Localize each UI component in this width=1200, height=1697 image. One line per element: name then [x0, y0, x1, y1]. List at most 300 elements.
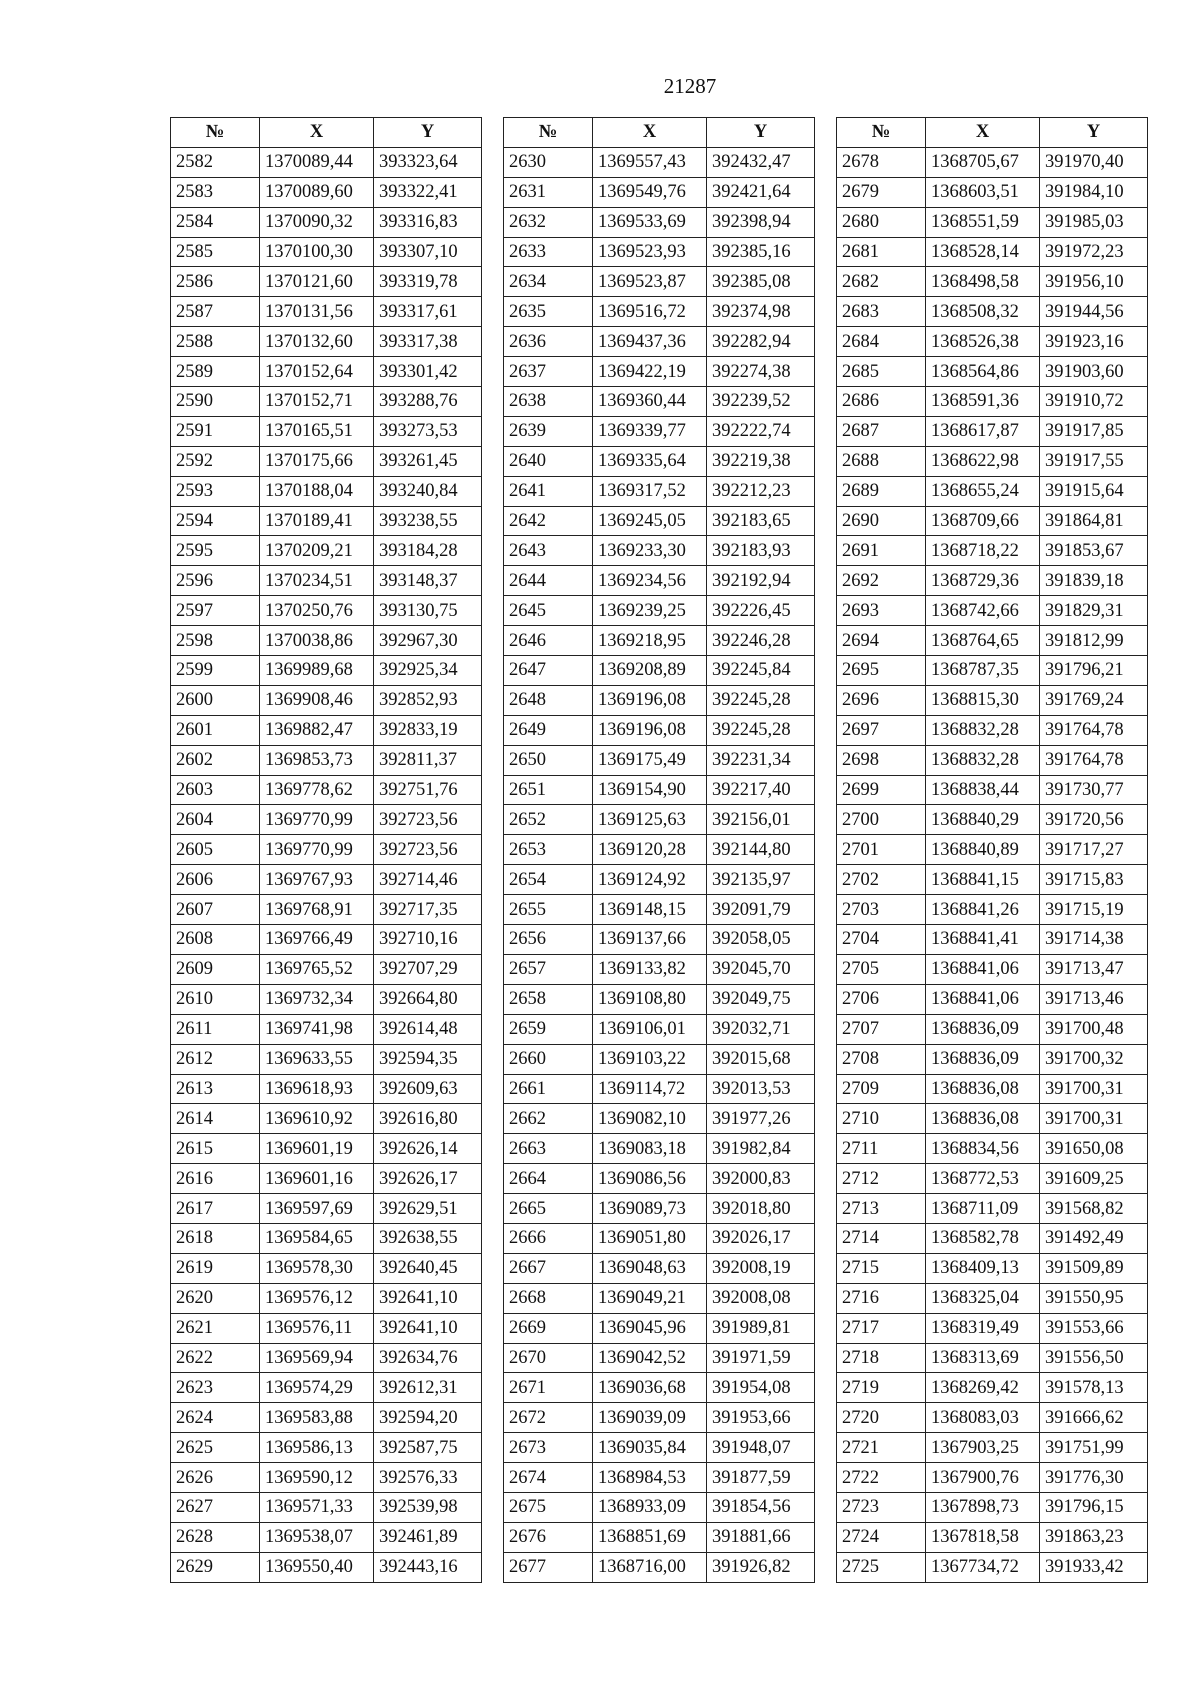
y-coordinate-cell: 392156,01 [707, 805, 815, 835]
table-row [171, 805, 482, 835]
point-number-cell: 2674 [504, 1463, 593, 1493]
x-coordinate-cell: 1368705,67 [926, 147, 1040, 177]
point-number-cell: 2626 [171, 1463, 260, 1493]
y-coordinate-cell: 392641,10 [374, 1313, 482, 1343]
y-coordinate-cell: 392811,37 [374, 745, 482, 775]
table-row [171, 745, 482, 775]
point-number-cell: 2696 [837, 685, 926, 715]
y-coordinate-cell: 391985,03 [1040, 207, 1148, 237]
table-row [504, 745, 815, 775]
x-coordinate-cell: 1369586,13 [260, 1433, 374, 1463]
x-coordinate-cell: 1368711,09 [926, 1194, 1040, 1224]
x-coordinate-cell: 1369036,68 [593, 1373, 707, 1403]
y-coordinate-cell: 391764,78 [1040, 745, 1148, 775]
table-row [171, 506, 482, 536]
table-row [504, 566, 815, 596]
x-coordinate-cell: 1369590,12 [260, 1463, 374, 1493]
point-number-cell: 2586 [171, 267, 260, 297]
point-number-cell: 2705 [837, 954, 926, 984]
y-coordinate-cell: 392461,89 [374, 1522, 482, 1552]
point-number-cell: 2582 [171, 147, 260, 177]
point-number-cell: 2719 [837, 1373, 926, 1403]
x-coordinate-cell: 1368787,35 [926, 656, 1040, 686]
point-number-cell: 2650 [504, 745, 593, 775]
point-number-cell: 2704 [837, 925, 926, 955]
table-row [837, 476, 1148, 506]
table-row [837, 297, 1148, 327]
table-row [171, 476, 482, 506]
point-number-cell: 2697 [837, 715, 926, 745]
table-row [171, 177, 482, 207]
point-number-cell: 2694 [837, 626, 926, 656]
point-number-cell: 2597 [171, 596, 260, 626]
table-row [837, 1552, 1148, 1582]
table-row [171, 1403, 482, 1433]
point-number-cell: 2602 [171, 745, 260, 775]
y-coordinate-cell: 391881,66 [707, 1522, 815, 1552]
table-row [837, 327, 1148, 357]
table-row [171, 1194, 482, 1224]
y-coordinate-cell: 392609,63 [374, 1074, 482, 1104]
point-number-cell: 2721 [837, 1433, 926, 1463]
point-number-cell: 2654 [504, 865, 593, 895]
point-number-cell: 2670 [504, 1343, 593, 1373]
y-coordinate-cell: 391556,50 [1040, 1343, 1148, 1373]
x-coordinate-cell: 1370090,32 [260, 207, 374, 237]
table-row [837, 1433, 1148, 1463]
x-coordinate-cell: 1370189,41 [260, 506, 374, 536]
x-coordinate-header: X [926, 118, 1040, 148]
point-number-cell: 2702 [837, 865, 926, 895]
y-coordinate-cell: 392641,10 [374, 1283, 482, 1313]
y-coordinate-cell: 393307,10 [374, 237, 482, 267]
point-number-cell: 2590 [171, 387, 260, 417]
table-row [171, 1522, 482, 1552]
y-coordinate-cell: 391917,85 [1040, 416, 1148, 446]
x-coordinate-cell: 1368836,09 [926, 1044, 1040, 1074]
point-number-cell: 2617 [171, 1194, 260, 1224]
y-coordinate-cell: 392626,17 [374, 1164, 482, 1194]
y-coordinate-cell: 393273,53 [374, 416, 482, 446]
x-coordinate-cell: 1369618,93 [260, 1074, 374, 1104]
point-number-cell: 2608 [171, 925, 260, 955]
x-coordinate-cell: 1370089,44 [260, 147, 374, 177]
table-row [837, 1492, 1148, 1522]
y-coordinate-cell: 392144,80 [707, 835, 815, 865]
y-coordinate-cell: 391650,08 [1040, 1134, 1148, 1164]
y-coordinate-cell: 392217,40 [707, 775, 815, 805]
x-coordinate-cell: 1368764,65 [926, 626, 1040, 656]
point-number-cell: 2712 [837, 1164, 926, 1194]
x-coordinate-cell: 1370152,64 [260, 357, 374, 387]
y-coordinate-cell: 392707,29 [374, 954, 482, 984]
y-coordinate-cell: 392443,16 [374, 1552, 482, 1582]
x-coordinate-cell: 1369882,47 [260, 715, 374, 745]
y-coordinate-cell: 393317,38 [374, 327, 482, 357]
table-row [504, 1373, 815, 1403]
y-coordinate-cell: 392246,28 [707, 626, 815, 656]
table-row [504, 506, 815, 536]
y-coordinate-cell: 392398,94 [707, 207, 815, 237]
point-number-cell: 2640 [504, 446, 593, 476]
y-coordinate-cell: 392539,98 [374, 1492, 482, 1522]
table-row [837, 1104, 1148, 1134]
table-row [504, 925, 815, 955]
table-row [837, 596, 1148, 626]
table-row [837, 1223, 1148, 1253]
table-row [837, 1343, 1148, 1373]
table-row [837, 237, 1148, 267]
table-row [837, 925, 1148, 955]
x-coordinate-cell: 1369601,19 [260, 1134, 374, 1164]
y-coordinate-cell: 391812,99 [1040, 626, 1148, 656]
table-row [504, 1313, 815, 1343]
point-number-cell: 2667 [504, 1253, 593, 1283]
table-row [837, 357, 1148, 387]
table-row [504, 835, 815, 865]
x-coordinate-cell: 1369422,19 [593, 357, 707, 387]
table-row [171, 416, 482, 446]
point-number-cell: 2659 [504, 1014, 593, 1044]
x-coordinate-cell: 1369610,92 [260, 1104, 374, 1134]
x-coordinate-cell: 1370152,71 [260, 387, 374, 417]
table-row [171, 715, 482, 745]
table-row [171, 237, 482, 267]
table-row [171, 267, 482, 297]
x-coordinate-cell: 1369339,77 [593, 416, 707, 446]
x-coordinate-cell: 1369768,91 [260, 895, 374, 925]
y-coordinate-cell: 391764,78 [1040, 715, 1148, 745]
x-coordinate-cell: 1369125,63 [593, 805, 707, 835]
point-number-cell: 2616 [171, 1164, 260, 1194]
coordinate-table-3 [836, 117, 1148, 1583]
point-number-cell: 2679 [837, 177, 926, 207]
point-number-cell: 2618 [171, 1223, 260, 1253]
x-coordinate-cell: 1370250,76 [260, 596, 374, 626]
table-row [837, 147, 1148, 177]
x-coordinate-cell: 1369335,64 [593, 446, 707, 476]
y-coordinate-cell: 392634,76 [374, 1343, 482, 1373]
table-row [504, 1253, 815, 1283]
point-number-cell: 2665 [504, 1194, 593, 1224]
y-coordinate-cell: 392026,17 [707, 1223, 815, 1253]
point-number-cell: 2637 [504, 357, 593, 387]
table-header-row [171, 118, 482, 148]
table-row [837, 446, 1148, 476]
x-coordinate-cell: 1370165,51 [260, 416, 374, 446]
table-row [504, 536, 815, 566]
point-number-cell: 2609 [171, 954, 260, 984]
y-coordinate-cell: 391970,40 [1040, 147, 1148, 177]
point-number-cell: 2718 [837, 1343, 926, 1373]
x-coordinate-cell: 1368603,51 [926, 177, 1040, 207]
table-row [171, 596, 482, 626]
table-row [837, 1463, 1148, 1493]
point-number-cell: 2693 [837, 596, 926, 626]
table-row [171, 1343, 482, 1373]
x-coordinate-cell: 1368984,53 [593, 1463, 707, 1493]
table-row [171, 297, 482, 327]
x-coordinate-cell: 1368841,26 [926, 895, 1040, 925]
table-row [504, 1104, 815, 1134]
table-row [504, 476, 815, 506]
point-number-cell: 2620 [171, 1283, 260, 1313]
point-number-cell: 2643 [504, 536, 593, 566]
y-coordinate-cell: 392091,79 [707, 895, 815, 925]
x-coordinate-cell: 1370132,60 [260, 327, 374, 357]
table-row [171, 1313, 482, 1343]
y-coordinate-cell: 392587,75 [374, 1433, 482, 1463]
x-coordinate-cell: 1368838,44 [926, 775, 1040, 805]
x-coordinate-cell: 1368622,98 [926, 446, 1040, 476]
x-coordinate-cell: 1368409,13 [926, 1253, 1040, 1283]
table-row [171, 566, 482, 596]
table-row [837, 1522, 1148, 1552]
y-coordinate-cell: 391715,19 [1040, 895, 1148, 925]
x-coordinate-header: X [260, 118, 374, 148]
point-number-cell: 2722 [837, 1463, 926, 1493]
point-number-cell: 2600 [171, 685, 260, 715]
y-coordinate-cell: 392000,83 [707, 1164, 815, 1194]
x-coordinate-cell: 1368834,56 [926, 1134, 1040, 1164]
table-row [504, 1283, 815, 1313]
table-row [171, 1044, 482, 1074]
x-coordinate-cell: 1369103,22 [593, 1044, 707, 1074]
table-row [171, 775, 482, 805]
point-number-cell: 2633 [504, 237, 593, 267]
table-header-row [837, 118, 1148, 148]
x-coordinate-cell: 1368836,09 [926, 1014, 1040, 1044]
point-number-cell: 2714 [837, 1223, 926, 1253]
y-coordinate-cell: 392614,48 [374, 1014, 482, 1044]
point-number-cell: 2695 [837, 656, 926, 686]
y-coordinate-cell: 392833,19 [374, 715, 482, 745]
x-coordinate-cell: 1369137,66 [593, 925, 707, 955]
point-number-cell: 2673 [504, 1433, 593, 1463]
point-number-cell: 2700 [837, 805, 926, 835]
point-number-cell: 2639 [504, 416, 593, 446]
table-row [171, 895, 482, 925]
y-coordinate-cell: 391853,67 [1040, 536, 1148, 566]
x-coordinate-cell: 1369732,34 [260, 984, 374, 1014]
x-coordinate-cell: 1368718,22 [926, 536, 1040, 566]
point-number-header: № [171, 118, 260, 148]
y-coordinate-cell: 391829,31 [1040, 596, 1148, 626]
table-row [504, 685, 815, 715]
table-row [171, 207, 482, 237]
x-coordinate-cell: 1368582,78 [926, 1223, 1040, 1253]
y-coordinate-cell: 392612,31 [374, 1373, 482, 1403]
y-coordinate-cell: 391509,89 [1040, 1253, 1148, 1283]
y-coordinate-cell: 391877,59 [707, 1463, 815, 1493]
y-coordinate-cell: 392282,94 [707, 327, 815, 357]
point-number-cell: 2585 [171, 237, 260, 267]
x-coordinate-cell: 1368617,87 [926, 416, 1040, 446]
x-coordinate-cell: 1369051,80 [593, 1223, 707, 1253]
y-coordinate-cell: 392274,38 [707, 357, 815, 387]
y-coordinate-cell: 391971,59 [707, 1343, 815, 1373]
y-coordinate-cell: 391864,81 [1040, 506, 1148, 536]
y-coordinate-cell: 391989,81 [707, 1313, 815, 1343]
x-coordinate-cell: 1369045,96 [593, 1313, 707, 1343]
point-number-header: № [504, 118, 593, 148]
table-row [504, 177, 815, 207]
table-row [837, 954, 1148, 984]
x-coordinate-cell: 1369233,30 [593, 536, 707, 566]
y-coordinate-cell: 393319,78 [374, 267, 482, 297]
point-number-cell: 2592 [171, 446, 260, 476]
table-row [171, 1463, 482, 1493]
x-coordinate-cell: 1369148,15 [593, 895, 707, 925]
point-number-cell: 2647 [504, 656, 593, 686]
point-number-cell: 2723 [837, 1492, 926, 1522]
point-number-cell: 2649 [504, 715, 593, 745]
point-number-cell: 2632 [504, 207, 593, 237]
y-coordinate-cell: 392594,20 [374, 1403, 482, 1433]
y-coordinate-cell: 393288,76 [374, 387, 482, 417]
table-row [837, 207, 1148, 237]
table-row [504, 147, 815, 177]
x-coordinate-cell: 1368832,28 [926, 715, 1040, 745]
x-coordinate-cell: 1370175,66 [260, 446, 374, 476]
table-row [837, 745, 1148, 775]
x-coordinate-cell: 1368841,06 [926, 954, 1040, 984]
table-row [837, 805, 1148, 835]
y-coordinate-cell: 391923,16 [1040, 327, 1148, 357]
y-coordinate-cell: 392008,19 [707, 1253, 815, 1283]
x-coordinate-cell: 1368716,00 [593, 1552, 707, 1582]
table-row [504, 267, 815, 297]
point-number-cell: 2630 [504, 147, 593, 177]
point-number-cell: 2716 [837, 1283, 926, 1313]
table-row [504, 1343, 815, 1373]
y-coordinate-cell: 391550,95 [1040, 1283, 1148, 1313]
point-number-cell: 2583 [171, 177, 260, 207]
y-coordinate-cell: 391730,77 [1040, 775, 1148, 805]
point-number-cell: 2709 [837, 1074, 926, 1104]
x-coordinate-cell: 1369770,99 [260, 835, 374, 865]
table-row [171, 387, 482, 417]
y-coordinate-cell: 391776,30 [1040, 1463, 1148, 1493]
point-number-cell: 2717 [837, 1313, 926, 1343]
y-coordinate-cell: 391910,72 [1040, 387, 1148, 417]
x-coordinate-cell: 1369437,36 [593, 327, 707, 357]
y-coordinate-cell: 392183,65 [707, 506, 815, 536]
point-number-cell: 2614 [171, 1104, 260, 1134]
x-coordinate-cell: 1368528,14 [926, 237, 1040, 267]
point-number-cell: 2595 [171, 536, 260, 566]
point-number-cell: 2703 [837, 895, 926, 925]
x-coordinate-cell: 1368832,28 [926, 745, 1040, 775]
point-number-cell: 2642 [504, 506, 593, 536]
table-row [504, 1014, 815, 1044]
table-row [504, 775, 815, 805]
y-coordinate-cell: 392967,30 [374, 626, 482, 656]
y-coordinate-cell: 392231,34 [707, 745, 815, 775]
y-coordinate-cell: 392432,47 [707, 147, 815, 177]
y-coordinate-cell: 391982,84 [707, 1134, 815, 1164]
point-number-cell: 2588 [171, 327, 260, 357]
x-coordinate-cell: 1368083,03 [926, 1403, 1040, 1433]
x-coordinate-cell: 1367903,25 [926, 1433, 1040, 1463]
table-row [171, 835, 482, 865]
x-coordinate-cell: 1369114,72 [593, 1074, 707, 1104]
x-coordinate-cell: 1369767,93 [260, 865, 374, 895]
x-coordinate-cell: 1369908,46 [260, 685, 374, 715]
x-coordinate-cell: 1368319,49 [926, 1313, 1040, 1343]
point-number-cell: 2680 [837, 207, 926, 237]
point-number-cell: 2672 [504, 1403, 593, 1433]
y-coordinate-cell: 391953,66 [707, 1403, 815, 1433]
x-coordinate-cell: 1369576,12 [260, 1283, 374, 1313]
y-coordinate-cell: 392008,08 [707, 1283, 815, 1313]
table-row [504, 1044, 815, 1074]
table-row [504, 1403, 815, 1433]
x-coordinate-cell: 1368840,29 [926, 805, 1040, 835]
y-coordinate-cell: 391944,56 [1040, 297, 1148, 327]
x-coordinate-cell: 1369049,21 [593, 1283, 707, 1313]
x-coordinate-cell: 1368841,15 [926, 865, 1040, 895]
point-number-cell: 2599 [171, 656, 260, 686]
table-row [837, 1164, 1148, 1194]
point-number-cell: 2612 [171, 1044, 260, 1074]
y-coordinate-cell: 393323,64 [374, 147, 482, 177]
x-coordinate-cell: 1368325,04 [926, 1283, 1040, 1313]
x-coordinate-cell: 1369633,55 [260, 1044, 374, 1074]
x-coordinate-cell: 1367734,72 [926, 1552, 1040, 1582]
point-number-cell: 2645 [504, 596, 593, 626]
x-coordinate-cell: 1369741,98 [260, 1014, 374, 1044]
y-coordinate-cell: 391933,42 [1040, 1552, 1148, 1582]
x-coordinate-cell: 1369360,44 [593, 387, 707, 417]
point-number-cell: 2596 [171, 566, 260, 596]
y-coordinate-cell: 392638,55 [374, 1223, 482, 1253]
table-row [504, 1522, 815, 1552]
point-number-cell: 2604 [171, 805, 260, 835]
table-row [837, 536, 1148, 566]
y-coordinate-cell: 391796,15 [1040, 1492, 1148, 1522]
x-coordinate-cell: 1369516,72 [593, 297, 707, 327]
x-coordinate-cell: 1369533,69 [593, 207, 707, 237]
x-coordinate-header: X [593, 118, 707, 148]
y-coordinate-cell: 391553,66 [1040, 1313, 1148, 1343]
table-row [837, 715, 1148, 745]
y-coordinate-cell: 391926,82 [707, 1552, 815, 1582]
y-coordinate-cell: 392629,51 [374, 1194, 482, 1224]
y-coordinate-cell: 391578,13 [1040, 1373, 1148, 1403]
y-coordinate-cell: 392239,52 [707, 387, 815, 417]
y-coordinate-cell: 393240,84 [374, 476, 482, 506]
table-row [837, 656, 1148, 686]
y-coordinate-cell: 393301,42 [374, 357, 482, 387]
point-number-cell: 2638 [504, 387, 593, 417]
point-number-cell: 2651 [504, 775, 593, 805]
table-row [837, 1134, 1148, 1164]
x-coordinate-cell: 1368772,53 [926, 1164, 1040, 1194]
table-row [837, 267, 1148, 297]
point-number-cell: 2669 [504, 1313, 593, 1343]
y-coordinate-cell: 391715,83 [1040, 865, 1148, 895]
table-row [837, 416, 1148, 446]
point-number-cell: 2664 [504, 1164, 593, 1194]
y-coordinate-cell: 392226,45 [707, 596, 815, 626]
x-coordinate-cell: 1370038,86 [260, 626, 374, 656]
x-coordinate-cell: 1368836,08 [926, 1104, 1040, 1134]
point-number-cell: 2683 [837, 297, 926, 327]
point-number-cell: 2698 [837, 745, 926, 775]
y-coordinate-cell: 392015,68 [707, 1044, 815, 1074]
x-coordinate-cell: 1368815,30 [926, 685, 1040, 715]
